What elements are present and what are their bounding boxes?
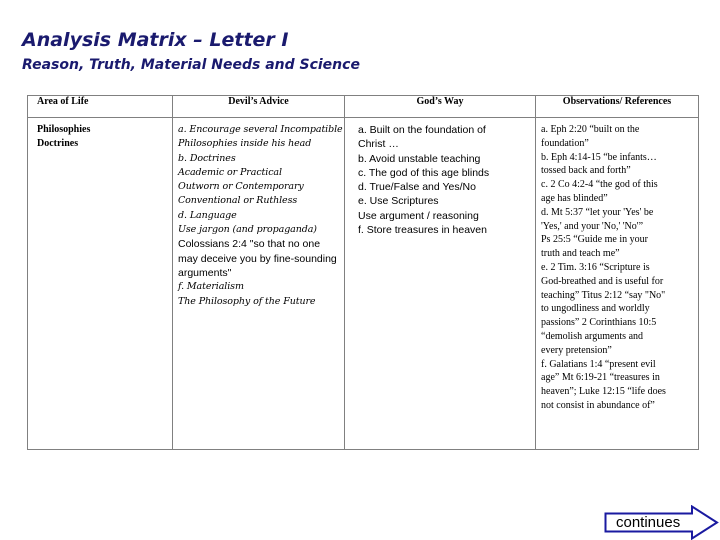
observation-line: God-breathed and is useful for — [541, 275, 664, 287]
observation-line: e. 2 Tim. 3:16 “Scripture is — [541, 261, 650, 273]
cell-devils-advice — [173, 118, 345, 450]
header-area-of-life: Area of Life — [28, 96, 173, 118]
devil-line: Use jargon (and propaganda) — [178, 224, 317, 236]
gods-way-line: b. Avoid unstable teaching — [358, 152, 481, 165]
observation-line: not consist in abundance of” — [541, 399, 655, 411]
gods-way-line: f. Store treasures in heaven — [358, 224, 487, 237]
observation-line: every pretension” — [541, 344, 612, 356]
devil-line: a. Encourage several Incompatible — [178, 124, 343, 135]
slide-subtitle: Reason, Truth, Material Needs and Science — [22, 57, 360, 73]
cell-observations — [536, 118, 699, 450]
devil-line: b. Doctrines — [178, 152, 236, 164]
observation-line: to ungodliness and worldly — [541, 303, 650, 315]
table-header-row — [28, 96, 699, 118]
observation-line: c. 2 Co 4:2-4 “the god of this — [541, 179, 658, 191]
analysis-matrix-table — [27, 95, 699, 450]
continue-button[interactable] — [604, 505, 719, 540]
observation-line: “demolish arguments and — [541, 330, 644, 342]
observation-line: a. Eph 2:20 “built on the — [541, 124, 640, 135]
devil-line: Academic or Practical — [178, 166, 282, 178]
devil-line: Conventional or Ruthless — [178, 195, 298, 207]
cell-area-of-life — [28, 118, 173, 450]
gods-way-line: a. Built on the foundation of — [358, 124, 486, 136]
observation-line: f. Galatians 1:4 “present evil — [541, 358, 656, 370]
area-line: Philosophies — [37, 124, 91, 135]
header-gods-way: God’s Way — [345, 96, 536, 118]
gods-way-line: c. The god of this age blinds — [358, 166, 490, 179]
devil-line: Philosophies inside his head — [178, 138, 312, 150]
devil-line: Outworn or Contemporary — [178, 181, 304, 193]
observation-line: truth and teach me” — [541, 248, 620, 260]
devil-line: may deceive you by fine-sounding — [178, 252, 337, 265]
devil-line: d. Language — [178, 209, 237, 221]
devil-line: The Philosophy of the Future — [178, 295, 316, 307]
gods-way-line: e. Use Scriptures — [358, 195, 439, 208]
observation-line: age has blinded” — [541, 192, 608, 204]
gods-way-line: d. True/False and Yes/No — [358, 181, 476, 194]
observation-line: 'Yes,' and your 'No,' 'No'” — [541, 220, 644, 232]
devil-line: arguments" — [178, 266, 232, 279]
observation-line: heaven”; Luke 12:15 “life does — [541, 386, 666, 398]
observation-line: tossed back and forth” — [541, 165, 631, 177]
area-line: Doctrines — [37, 138, 79, 149]
observation-line: passions” 2 Corinthians 10:5 — [541, 317, 657, 329]
header-observations: Observations/ References — [536, 96, 699, 118]
slide-title: Analysis Matrix – Letter I — [22, 29, 289, 51]
continue-label: continues — [616, 514, 681, 531]
observation-line: foundation” — [541, 137, 589, 149]
devil-line: Colossians 2:4 "so that no one — [178, 238, 321, 251]
observation-line: age” Mt 6:19-21 “treasures in — [541, 372, 660, 384]
devil-line: f. Materialism — [178, 281, 244, 293]
table-row — [28, 118, 699, 450]
gods-way-line: Use argument / reasoning — [358, 209, 479, 222]
observation-line: Ps 25:5 “Guide me in your — [541, 234, 648, 246]
observation-line: teaching” Titus 2:12 “say "No" — [541, 289, 666, 301]
observation-line: b. Eph 4:14-15 “be infants… — [541, 151, 657, 163]
observation-line: d. Mt 5:37 “let your 'Yes' be — [541, 206, 654, 218]
gods-way-line: Christ … — [358, 138, 399, 151]
cell-gods-way — [345, 118, 536, 450]
header-devils-advice: Devil’s Advice — [173, 96, 345, 118]
